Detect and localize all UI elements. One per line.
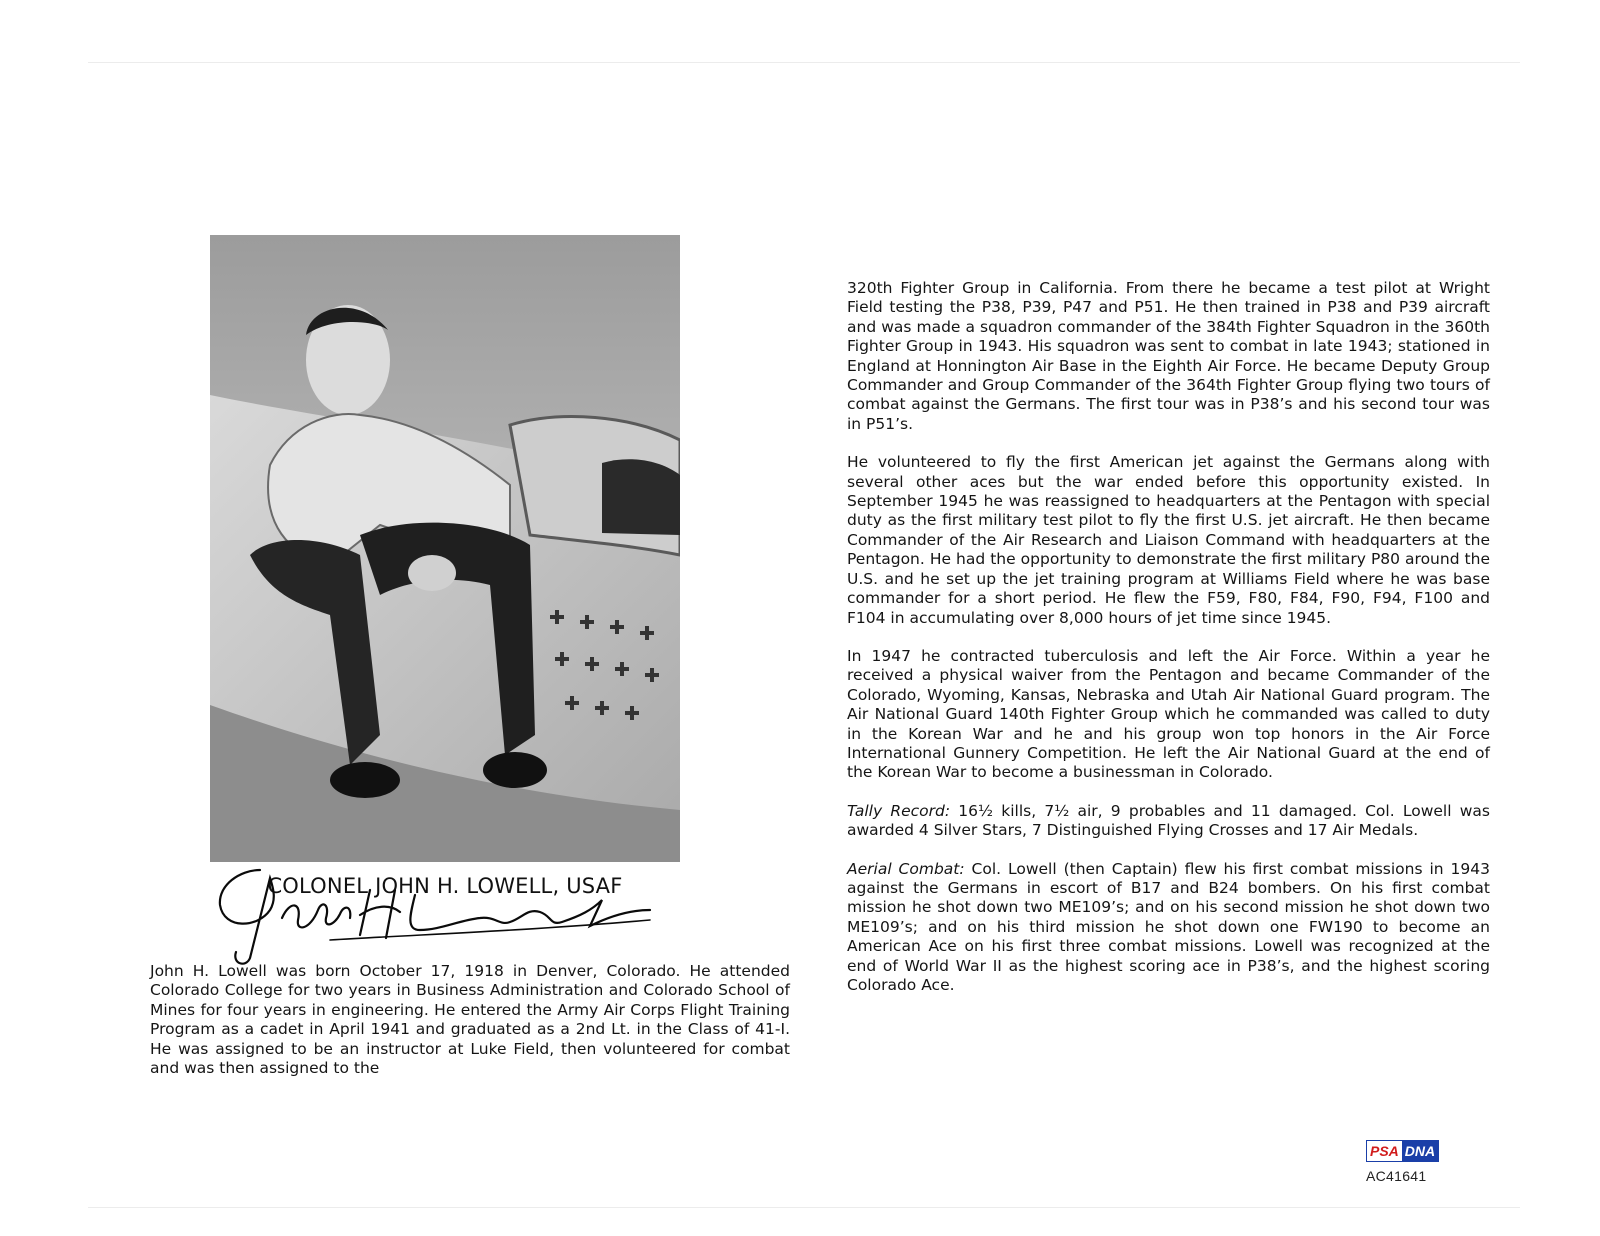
biography-paragraph: He volunteered to fly the first American jet against the Germans along with several other aces but the war ended before this opportunity existed. In September 1945 he was reassigned to headquarters at the Pentagon with special duty as the first military test pilot to fly the first U.S. jet aircraft. He then became Commander of the Air Research and Liaison Command with headquarters at the Pentagon. He had the opportunity to demonstrate the first military P80 around the U.S. and he set up the jet training program at Williams Field where he was base commander for a short period. He flew the F59, F80, F84, F90, F94, F100 and F104 in accumulating over 8,000 hours of jet time since 1945. (847, 453, 1490, 627)
biography-paragraph: In 1947 he contracted tuberculosis and left the Air Force. Within a year he received a physical waiver from the Pentagon and became Commander of the Colorado, Wyoming, Kansas, Nebraska and Utah Air National Guard program. The Air National Guard 140th Fighter Group which he commanded was called to duty in the Korean War and he and his group won top honors in the Air Force International Gunnery Competition. He left the Air National Guard at the end of the Korean War to become a businessman in Colorado. (847, 646, 1490, 782)
authentication-sticker (1366, 1140, 1486, 1184)
portrait-photo-icon (210, 235, 680, 862)
authentication-code: AC41641 (1366, 1168, 1427, 1184)
psa-logo-text: PSA (1367, 1141, 1402, 1161)
biography-right-column (847, 279, 1490, 1014)
portrait-caption: COLONEL JOHN H. LOWELL, USAF (267, 874, 623, 898)
tally-record-text: 16½ kills, 7½ air, 9 probables and 11 damaged. Col. Lowell was awarded 4 Silver Stars, 7 Distinguished Flying Crosses and 17 Air Medals. (847, 801, 1491, 840)
psa-dna-logo (1366, 1140, 1439, 1162)
biography-paragraph: John H. Lowell was born October 17, 1918 in Denver, Colorado. He attended Colorado College for two years in Business Administration and Colorado School of Mines for four years in engineering. He entered the Army Air Corps Flight Training Program as a cadet in April 1941 and graduated as a 2nd Lt. in the Class of 41-I. He was assigned to be an instructor at Luke Field, then volunteered for combat and was then assigned to the (150, 962, 790, 1078)
top-page-edge (88, 62, 1520, 63)
pilot-portrait-photo (210, 235, 680, 862)
tally-record-lead: Tally Record: (847, 801, 951, 820)
aerial-combat-lead: Aerial Combat: (847, 859, 965, 878)
bottom-page-edge (88, 1207, 1520, 1208)
aerial-combat-text: Col. Lowell (then Captain) flew his first combat missions in 1943 against the Germans in escort of B17 and B24 bombers. On his first combat mission he shot down two ME109’s; and on his second mission he shot down two ME109’s; and on his third mission he shot down one FW190 to become an American Ace on his first three combat missions. Lowell was recognized at the end of World War II as the highest scoring ace in P38’s, and the highest scoring Colorado Ace. (847, 859, 1490, 994)
tally-record-paragraph (847, 802, 1490, 841)
biography-paragraph: 320th Fighter Group in California. From there he became a test pilot at Wright Field testing the P38, P39, P47 and P51. He then trained in P38 and P39 aircraft and was made a squadron commander of the 384th Fighter Squadron in the 360th Fighter Group in 1943. His squadron was sent to combat in late 1943; stationed in England at Honnington Air Base in the Eighth Air Force. He became Deputy Group Commander and Group Commander of the 364th Fighter Group flying two tours of combat against the Germans. The first tour was in P38’s and his second tour was in P51’s. (847, 279, 1490, 433)
dna-logo-text: DNA (1402, 1141, 1438, 1161)
biography-left-column (150, 962, 790, 1097)
aerial-combat-paragraph (847, 860, 1490, 996)
